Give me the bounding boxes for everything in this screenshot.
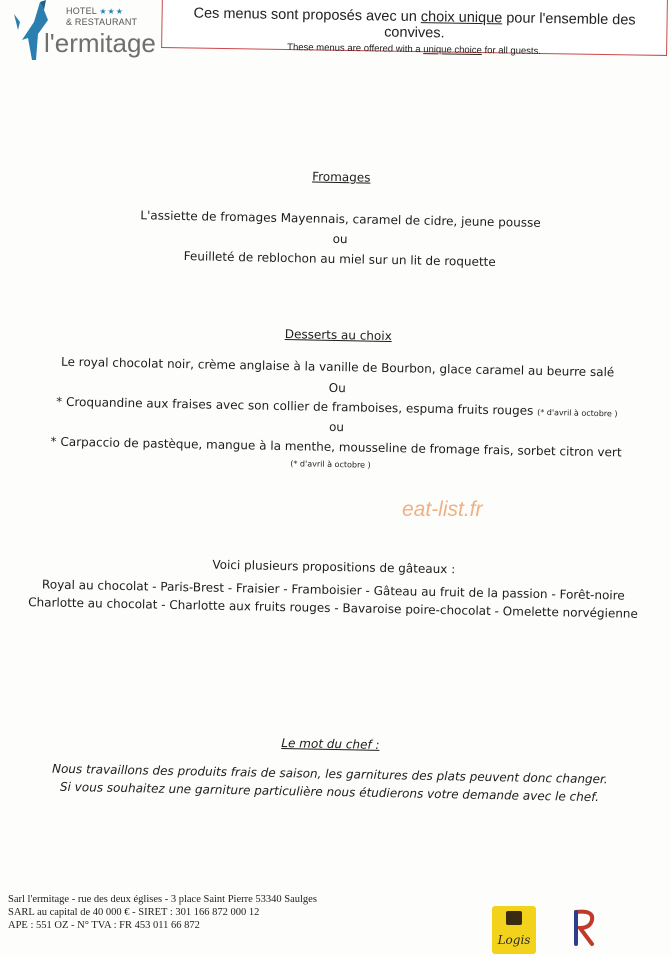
desserts-separator-2: ou — [328, 419, 345, 435]
notice-fr-text-end: pour l'ensemble des convives. — [383, 10, 636, 42]
restaurant-r-logo-icon — [566, 908, 602, 948]
footer-vat: APE : 551 OZ - N° TVA : FR 453 011 66 872 — [8, 920, 200, 931]
chef-line-2: Si vous souhaitez une garniture particulière nous étudierons votre demande avec le chef. — [59, 779, 600, 805]
fromages-separator: ou — [332, 231, 348, 247]
fromages-heading: Fromages — [312, 169, 371, 185]
notice-en-text-end: for all guests. — [481, 45, 542, 57]
footer-siret: SARL au capital de 40 000 € - SIRET : 301 166 872 000 12 — [8, 907, 260, 918]
notice-en-text: These menus are offered with a — [287, 41, 424, 56]
notice-fr-emphasis: choix unique — [420, 9, 503, 27]
desserts-heading: Desserts au choix — [284, 327, 392, 344]
logo-restaurant-text: & RESTAURANT — [66, 17, 138, 27]
notice-en-emphasis: unique choice — [423, 44, 482, 57]
chef-line-1: Nous travaillons des produits frais de saison, les garnitures des plats peuvent donc changer. — [51, 761, 608, 787]
logo-name: l'ermitage — [44, 28, 156, 58]
logo-stars: ★★★ — [99, 7, 124, 16]
dessert-item-2-season: (* d'avril à octobre ) — [537, 407, 618, 419]
notice-fr-text: Ces menus sont proposés avec un — [193, 5, 421, 26]
gateaux-heading: Voici plusieurs propositions de gâteaux : — [212, 557, 456, 577]
logis-badge — [492, 906, 536, 954]
gateaux-line-2: Charlotte au chocolat - Charlotte aux fruits rouges - Bavaroise poire-chocolat - Omelette norvégienne — [28, 595, 639, 621]
footer-address: Sarl l'ermitage - rue des deux églises - 3 place Saint Pierre 53340 Saulges — [8, 894, 317, 905]
fromages-item-2: Feuilleté de reblochon au miel sur un lit de roquette — [183, 249, 496, 270]
eat-list-watermark: eat-list.fr — [402, 498, 483, 521]
chef-heading: Le mot du chef : — [281, 736, 380, 752]
desserts-separator-1: Ou — [328, 380, 346, 396]
gateaux-line-1: Royal au chocolat - Paris-Brest - Fraisier - Framboisier - Gâteau au fruit de la passion - Forêt-noire — [41, 577, 625, 603]
dessert-item-2-text: * Croquandine aux fraises avec son collier de framboises, espuma fruits rouges — [56, 394, 534, 418]
fromages-item-1: L'assiette de fromages Mayennais, caramel de cidre, jeune pousse — [140, 208, 541, 230]
logo-hotel-text: HOTEL — [66, 6, 97, 16]
logis-house-icon — [506, 911, 522, 925]
dessert-item-3: * Carpaccio de pastèque, mangue à la menthe, mousseline de fromage frais, sorbet citron vert — [50, 434, 622, 460]
dessert-item-1: Le royal chocolat noir, crème anglaise à la vanille de Bourbon, glace caramel au beurre salé — [60, 354, 615, 380]
dessert-item-3-season: (* d'avril à octobre ) — [290, 459, 371, 470]
company-footer — [8, 893, 317, 932]
logis-label: Logis — [497, 933, 531, 947]
